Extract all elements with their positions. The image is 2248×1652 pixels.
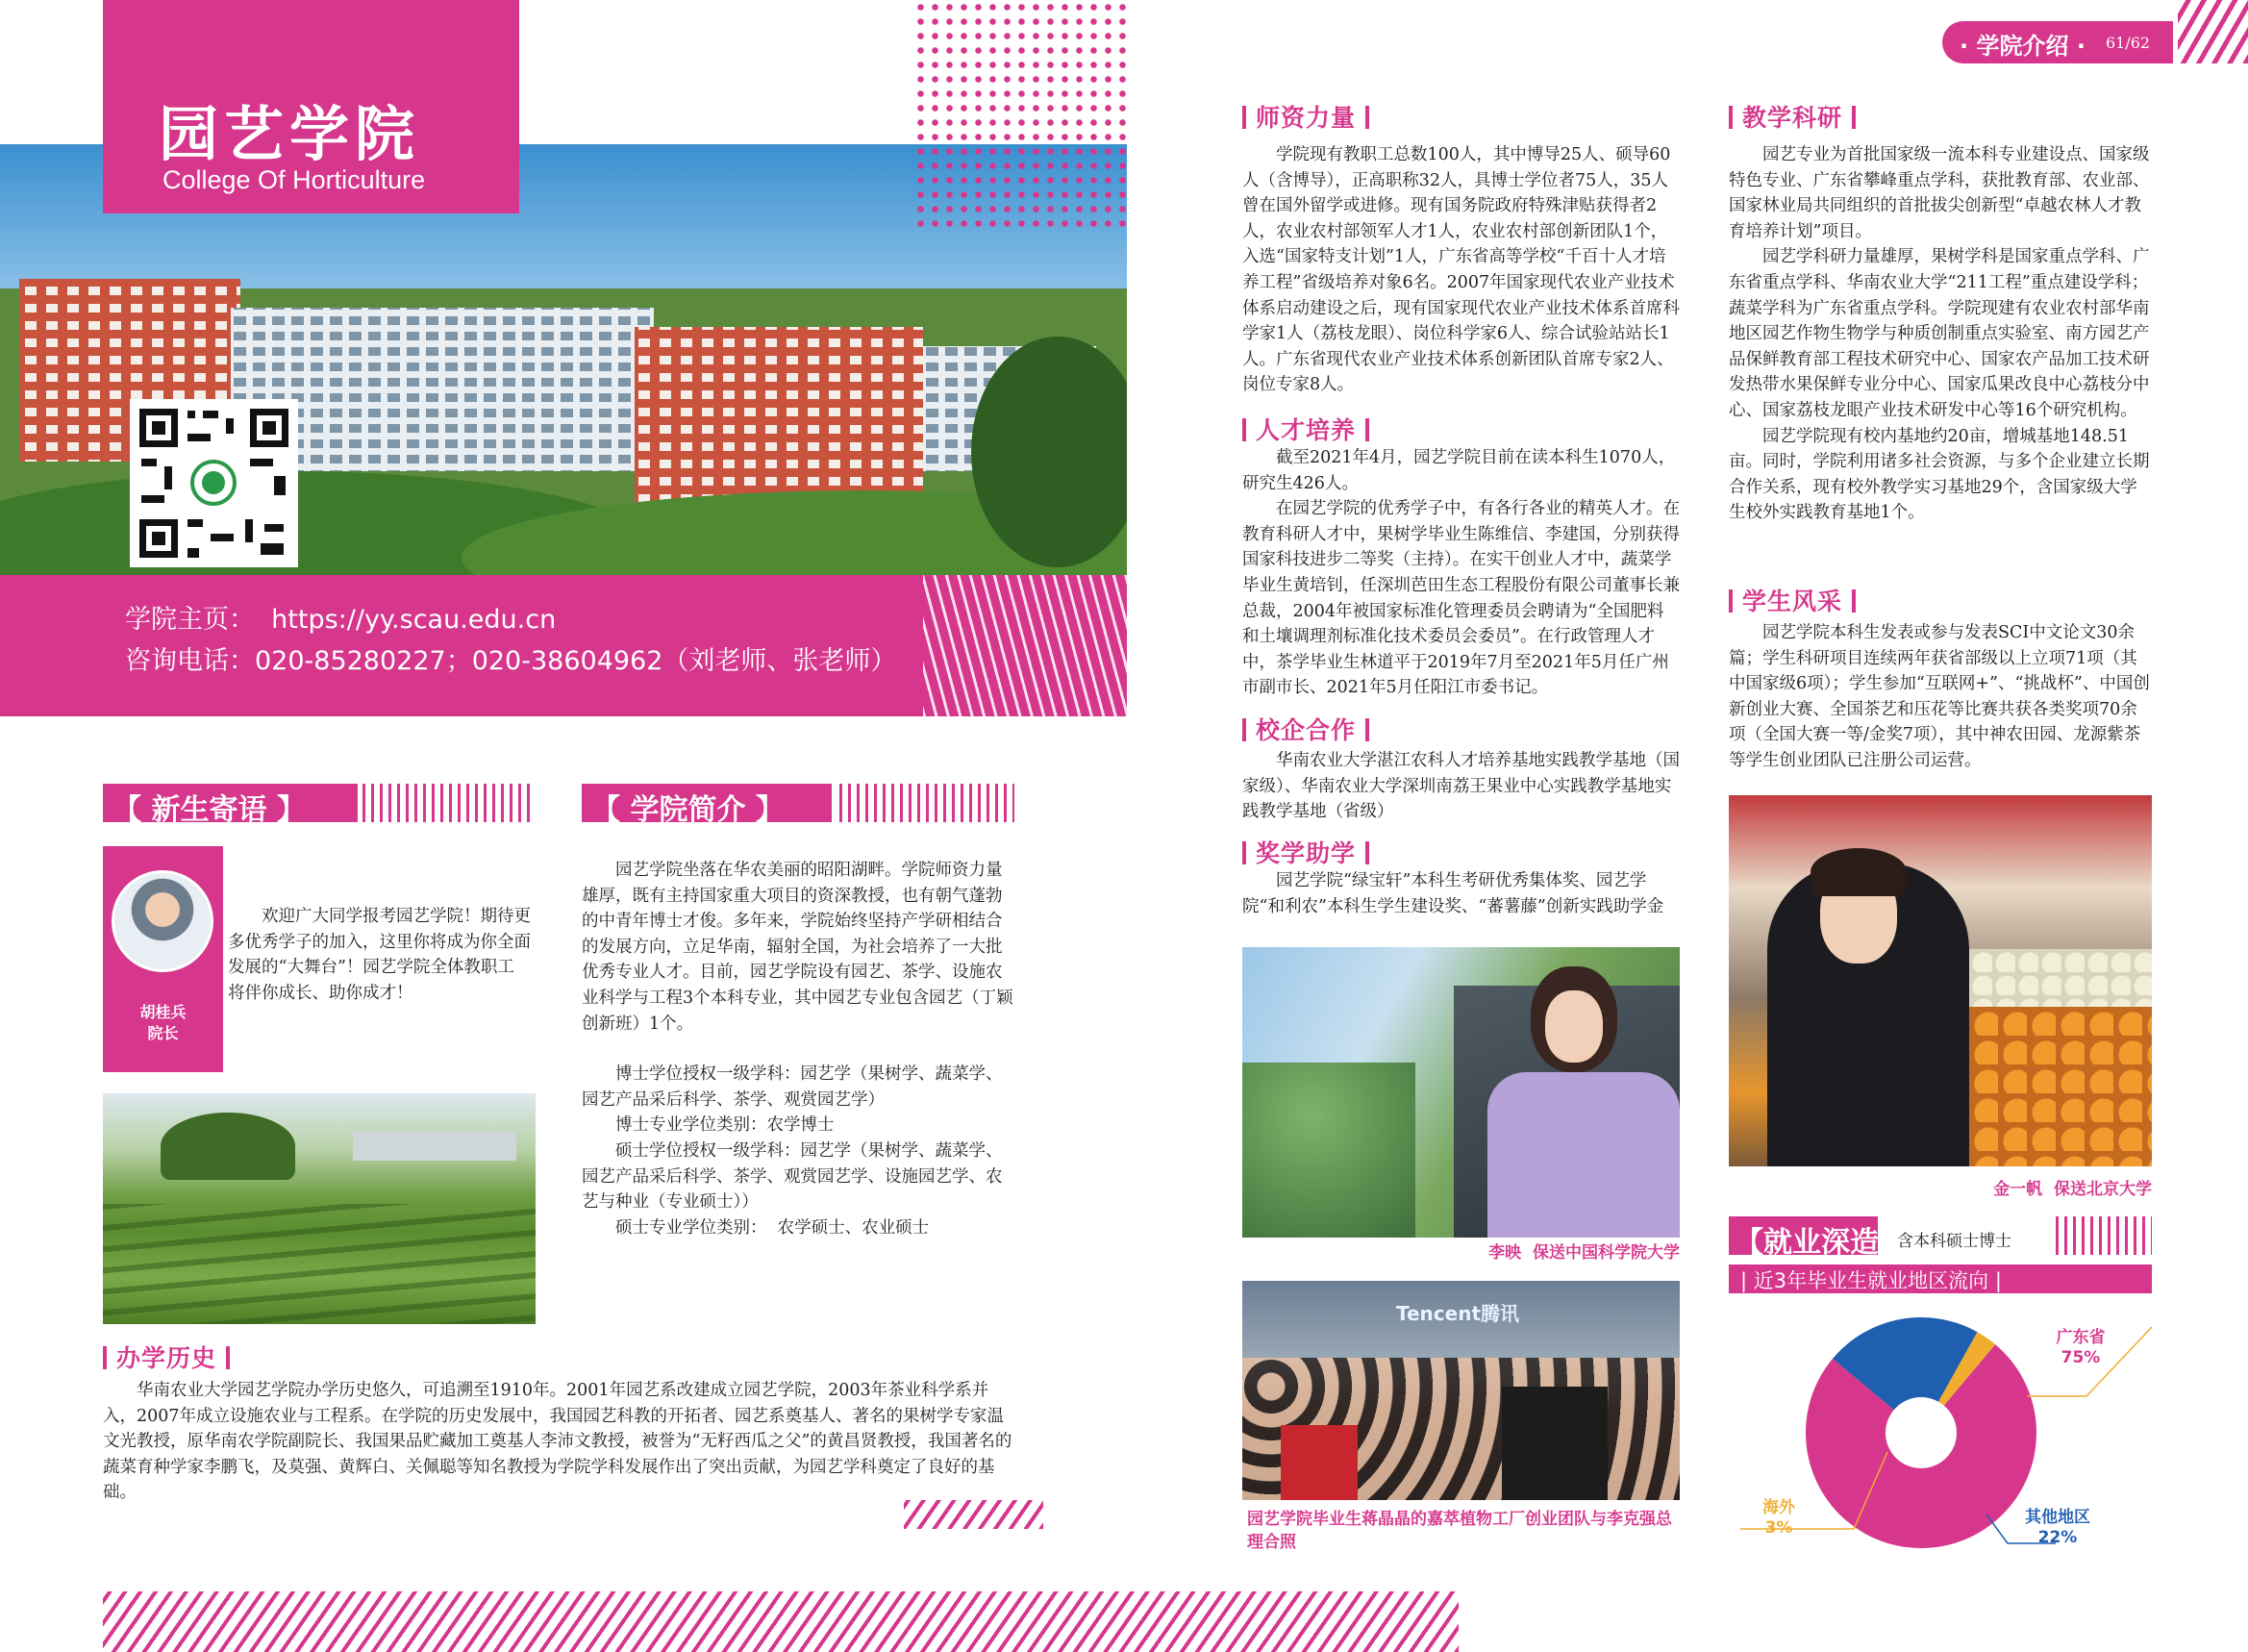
student-photo-1 <box>1242 947 1680 1238</box>
research-text <box>1729 142 2152 526</box>
intro-text <box>582 858 1014 1240</box>
phone-text: 咨询电话：020-85280227；020-38604962（刘老师、张老师） <box>125 646 897 676</box>
qr-code[interactable] <box>130 399 298 567</box>
page-number: 61/62 <box>2106 34 2151 52</box>
research-p3: 园艺学院现有校内基地约20亩，增城基地148.51亩。同时，学院利用诸多社会资源，与多个企业建立长期合作关系，现有校外教学实习基地29个，含国家级大学生校外实践教育基地1个。 <box>1729 426 2150 523</box>
dean-title: 院长 <box>147 1024 179 1042</box>
history-text: 华南农业大学园艺学院办学历史悠久，可追溯至1910年。2001年园艺系改建成立园艺学院，2003年茶业科学系并入，2007年成立设施农业与工程系。在学院的历史发展中，我国园艺科教的开拓者、园艺系奠基人、著名的果树学专家温文光教授，原华南农学院副院长、我国果品贮藏加工奠基人李沛文教授，被誉为“无籽西瓜之父”的黄昌贤教授，我国著名的蔬菜育种学家李鹏飞，及莫强、黄辉白、关佩聪等知名教授为学院学科发展作出了突出贡献，为园艺学科奠定了良好的基础。 <box>103 1381 1012 1503</box>
talent-p1: 截至2021年4月，园艺学院目前在读本科生1070人，研究生426人。 <box>1242 448 1676 493</box>
photo-caption-3: 金一帆 保送北京大学 <box>1993 1180 2152 1199</box>
research-heading: 教学科研 <box>1729 99 1856 134</box>
history-heading: 办学历史 <box>103 1339 230 1374</box>
faculty-text: 学院现有教职工总数100人，其中博导25人、硕导60人（含博导），正高职称32人，具博士学位者75人，35人曾在国外留学或进修。现有国务院政府特殊津贴获得者2人，农业农村部领军人才1人，农业农村部创新团队1个，入选“国家特支计划”1人，广东省高等学校“千百十人才培养工程”省级培养对象6名。2007年国家现代农业产业技术体系启动建设之后，现有国家现代农业产业技术体系首席科学家1人（荔枝龙眼）、岗位科学家6人、综合试验站站长1人。广东省现代农业产业技术体系创新团队首席专家2人、岗位专家8人。 <box>1242 145 1680 395</box>
employment-heading: 【就业深造】 <box>1735 1226 1908 1260</box>
employment-sub: 含本科硕士博士 <box>1897 1232 2011 1251</box>
scholar-text: 园艺学院“绿宝轩”本科生考研优秀集体奖、园艺学院“和利农”本科生学生建设奖、“蕃薯藤”创新实践助学金 <box>1242 871 1664 916</box>
intro-p3: 博士专业学位类别：农学博士 <box>615 1115 835 1136</box>
intro-heading: 【 学院简介 】 <box>591 793 785 827</box>
intro-heading-bar <box>582 784 1014 827</box>
crowd-sign: Tencent腾讯 <box>1396 1302 1520 1325</box>
style-text: 园艺学院本科生发表或参与发表SCI中文论文30余篇；学生科研项目连续两年获省部级以上立项71项（其中国家级6项）；学生参加“互联网+”、“挑战杯”、中国创新创业大赛、全国茶艺和压花等比赛共获各类奖项70余项（全国大赛一等/金奖7项），其中神农田园、龙源紫茶等学生创业团队已注册公司运营。 <box>1729 623 2150 770</box>
page-tab-label: · 学院介绍 · <box>1960 33 2086 60</box>
deco-stripes-small <box>904 1500 1043 1529</box>
title-en: College Of Horticulture <box>162 165 426 194</box>
chart-title: | 近3年毕业生就业地区流向 | <box>1740 1269 2002 1292</box>
talent-heading: 人才培养 <box>1242 412 1369 446</box>
research-p1: 园艺专业为首批国家级一流本科专业建设点、国家级特色专业、广东省攀峰重点学科，获批教育部、农业部、国家林业局共同组织的首批拔尖创新型“卓越农林人才教育培养计划”项目。 <box>1729 145 2150 241</box>
pie-value-other: 22% <box>2037 1528 2078 1547</box>
student-photo-2 <box>1242 1281 1680 1500</box>
pie-value-guangdong: 75% <box>2061 1348 2101 1367</box>
pie-label-guangdong: 广东省 <box>2056 1328 2106 1347</box>
welcome-heading-bar <box>103 784 536 827</box>
pie-label-other: 其他地区 <box>2025 1508 2090 1527</box>
photo-caption-1: 李映 保送中国科学院大学 <box>1488 1243 1680 1263</box>
pie-hole <box>1886 1397 1957 1468</box>
research-p2: 园艺学科研力量雄厚，果树学科是国家重点学科、广东省重点学科、华南农业大学“211工程”重点建设学科；蔬菜学科为广东省重点学科。学院现建有农业农村部华南地区园艺作物生物学与种质创制重点实验室、南方园艺产品保鲜教育部工程技术研究中心、国家农产品加工技术研发热带水果保鲜专业分中心、国家瓜果改良中心荔枝分中心、国家荔枝龙眼产业技术研发中心等16个研究机构。 <box>1729 247 2150 420</box>
chart-title-bar <box>1729 1264 2152 1293</box>
hero-block <box>0 0 1127 716</box>
coop-text: 华南农业大学湛江农科人才培养基地实践教学基地（国家级）、华南农业大学深圳南荔王果业中心实践教学基地实践教学基地（省级） <box>1242 751 1680 822</box>
page-tab <box>1942 21 2173 63</box>
photo-caption-2: 园艺学院毕业生蒋晶晶的嘉萃植物工厂创业团队与李克强总理合照 <box>1247 1510 1672 1552</box>
homepage-link[interactable]: 学院主页： https://yy.scau.edu.cn <box>125 605 557 635</box>
style-heading: 学生风采 <box>1729 583 1856 617</box>
pie-value-overseas: 3% <box>1764 1518 1793 1538</box>
intro-p5: 硕士专业学位类别： 农学硕士、农业硕士 <box>615 1217 930 1238</box>
employment-pie-chart <box>1729 1298 2152 1567</box>
tab-stripes <box>2178 0 2248 63</box>
intro-p2: 博士学位授权一级学科：园艺学（果树学、蔬菜学、园艺产品采后科学、茶学、观赏园艺学） <box>582 1064 1003 1110</box>
welcome-text: 欢迎广大同学报考园艺学院！期待更多优秀学子的加入，这里你将成为你全面发展的“大舞台”！园艺学院全体教职工将伴你成长、助你成才！ <box>228 907 531 1003</box>
intro-p1: 园艺学院坐落在华农美丽的昭阳湖畔。学院师资力量雄厚，既有主持国家重大项目的资深教授，也有朝气蓬勃的中青年博士才俊。多年来，学院始终坚持产学研相结合的发展方向，立足华南，辐射全国，为社会培养了一大批优秀专业人才。目前，园艺学院设有园艺、茶学、设施农业科学与工程3个本科专业，其中园艺专业包含园艺（丁颖创新班）1个。 <box>582 861 1013 1034</box>
talent-text <box>1242 445 1680 701</box>
dean-name: 胡桂兵 <box>139 1003 187 1021</box>
student-photo-3 <box>1729 795 2152 1166</box>
dean-box <box>103 846 223 1072</box>
employment-heading-bar <box>1729 1216 2152 1260</box>
intro-p4: 硕士学位授权一级学科：园艺学（果树学、蔬菜学、园艺产品采后科学、茶学、观赏园艺学、设施园艺学、农艺与种业（专业硕士）） <box>582 1140 1003 1213</box>
talent-p2: 在园艺学院的优秀学子中，有各行各业的精英人才。在教育科研人才中，果树学毕业生陈维信、李建国，分别获得国家科技进步二等奖（主持）。在实干创业人才中，蔬菜学毕业生黄培钊，任深圳芭田生态工程股份有限公司董事长兼总裁，2004年被国家标准化管理委员会聘请为“全国肥料和土壤调理剂标准化技术委员会委员”。在行政管理人才中，茶学毕业生林道平于2019年7月至2021年5月任广州市副市长、2021年5月任阳江市委书记。 <box>1242 499 1680 698</box>
tea-garden-photo <box>103 1093 536 1324</box>
title-cn: 园艺学院 <box>159 99 421 169</box>
pie-label-overseas: 海外 <box>1762 1498 1795 1517</box>
qr-code-icon <box>130 399 298 567</box>
coop-heading: 校企合作 <box>1242 712 1369 746</box>
deco-stripes-bottom <box>103 1591 1459 1652</box>
avatar <box>112 870 213 972</box>
contact-stripes <box>923 575 1127 716</box>
scholar-heading: 奖学助学 <box>1242 835 1369 869</box>
faculty-heading: 师资力量 <box>1242 99 1369 134</box>
halftone-pattern <box>913 0 1127 231</box>
title-box <box>103 0 519 213</box>
welcome-heading: 【 新生寄语 】 <box>112 793 306 827</box>
